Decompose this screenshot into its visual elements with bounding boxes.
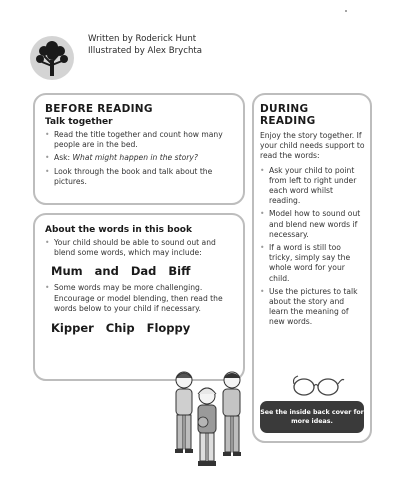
word: Dad [130, 264, 157, 279]
list-item: • If a word is still too tricky, simply say the whole word for your child. [260, 243, 365, 284]
word: Floppy [146, 321, 191, 336]
list-item [45, 153, 235, 163]
word: Chip [105, 321, 135, 336]
list-item: • Your child should be able to sound out and blend some words, which may include: [45, 238, 235, 258]
about-words-title: About the words in this book [45, 225, 192, 235]
before-reading-title: BEFORE READING [45, 103, 153, 115]
word: Biff [168, 264, 191, 279]
credits [88, 34, 202, 57]
list-item: • Model how to sound out and blend new words if necessary. [260, 209, 365, 240]
ask-label: Ask: [54, 153, 73, 163]
word: Mum [51, 264, 83, 279]
before-reading-panel [33, 93, 245, 205]
header [30, 30, 330, 82]
word: and [94, 264, 119, 279]
list-item: • Use the pictures to talk about the story and learn the meaning of new words. [260, 287, 365, 328]
during-reading-intro: Enjoy the story together. If your child needs support to read the words: [260, 131, 365, 161]
inside-cover-note: See the inside back cover for more ideas. [260, 401, 364, 433]
glasses-illustration [290, 372, 346, 398]
about-words-list [45, 238, 235, 258]
before-reading-list [45, 130, 235, 187]
during-reading-list [260, 166, 365, 328]
during-reading-title: DURING READING [260, 103, 316, 127]
list-item: • Some words may be more challenging. Encourage or model blending, then read the words below to your child if necessary. [45, 283, 235, 314]
list-item: • Read the title together and count how many people are in the bed. [45, 130, 235, 150]
word: Kipper [51, 321, 94, 336]
illustrator-credit: Illustrated by Alex Brychta [88, 45, 203, 56]
children-illustration [170, 366, 250, 470]
list-item: • Look through the book and talk about the pictures. [45, 167, 235, 187]
challenge-words [51, 321, 235, 335]
about-words-panel [33, 213, 245, 381]
list-item: • Ask your child to point from left to right under each word whilst reading. [260, 166, 365, 207]
ask-question: What might happen in the story? [72, 153, 198, 163]
corner-mark [345, 10, 347, 12]
tree-logo-icon [30, 36, 74, 80]
talk-together-subtitle: Talk together [45, 117, 113, 127]
about-words-list-2 [45, 283, 235, 314]
author-credit: Written by Roderick Hunt [88, 34, 197, 44]
decodable-words [51, 264, 235, 278]
